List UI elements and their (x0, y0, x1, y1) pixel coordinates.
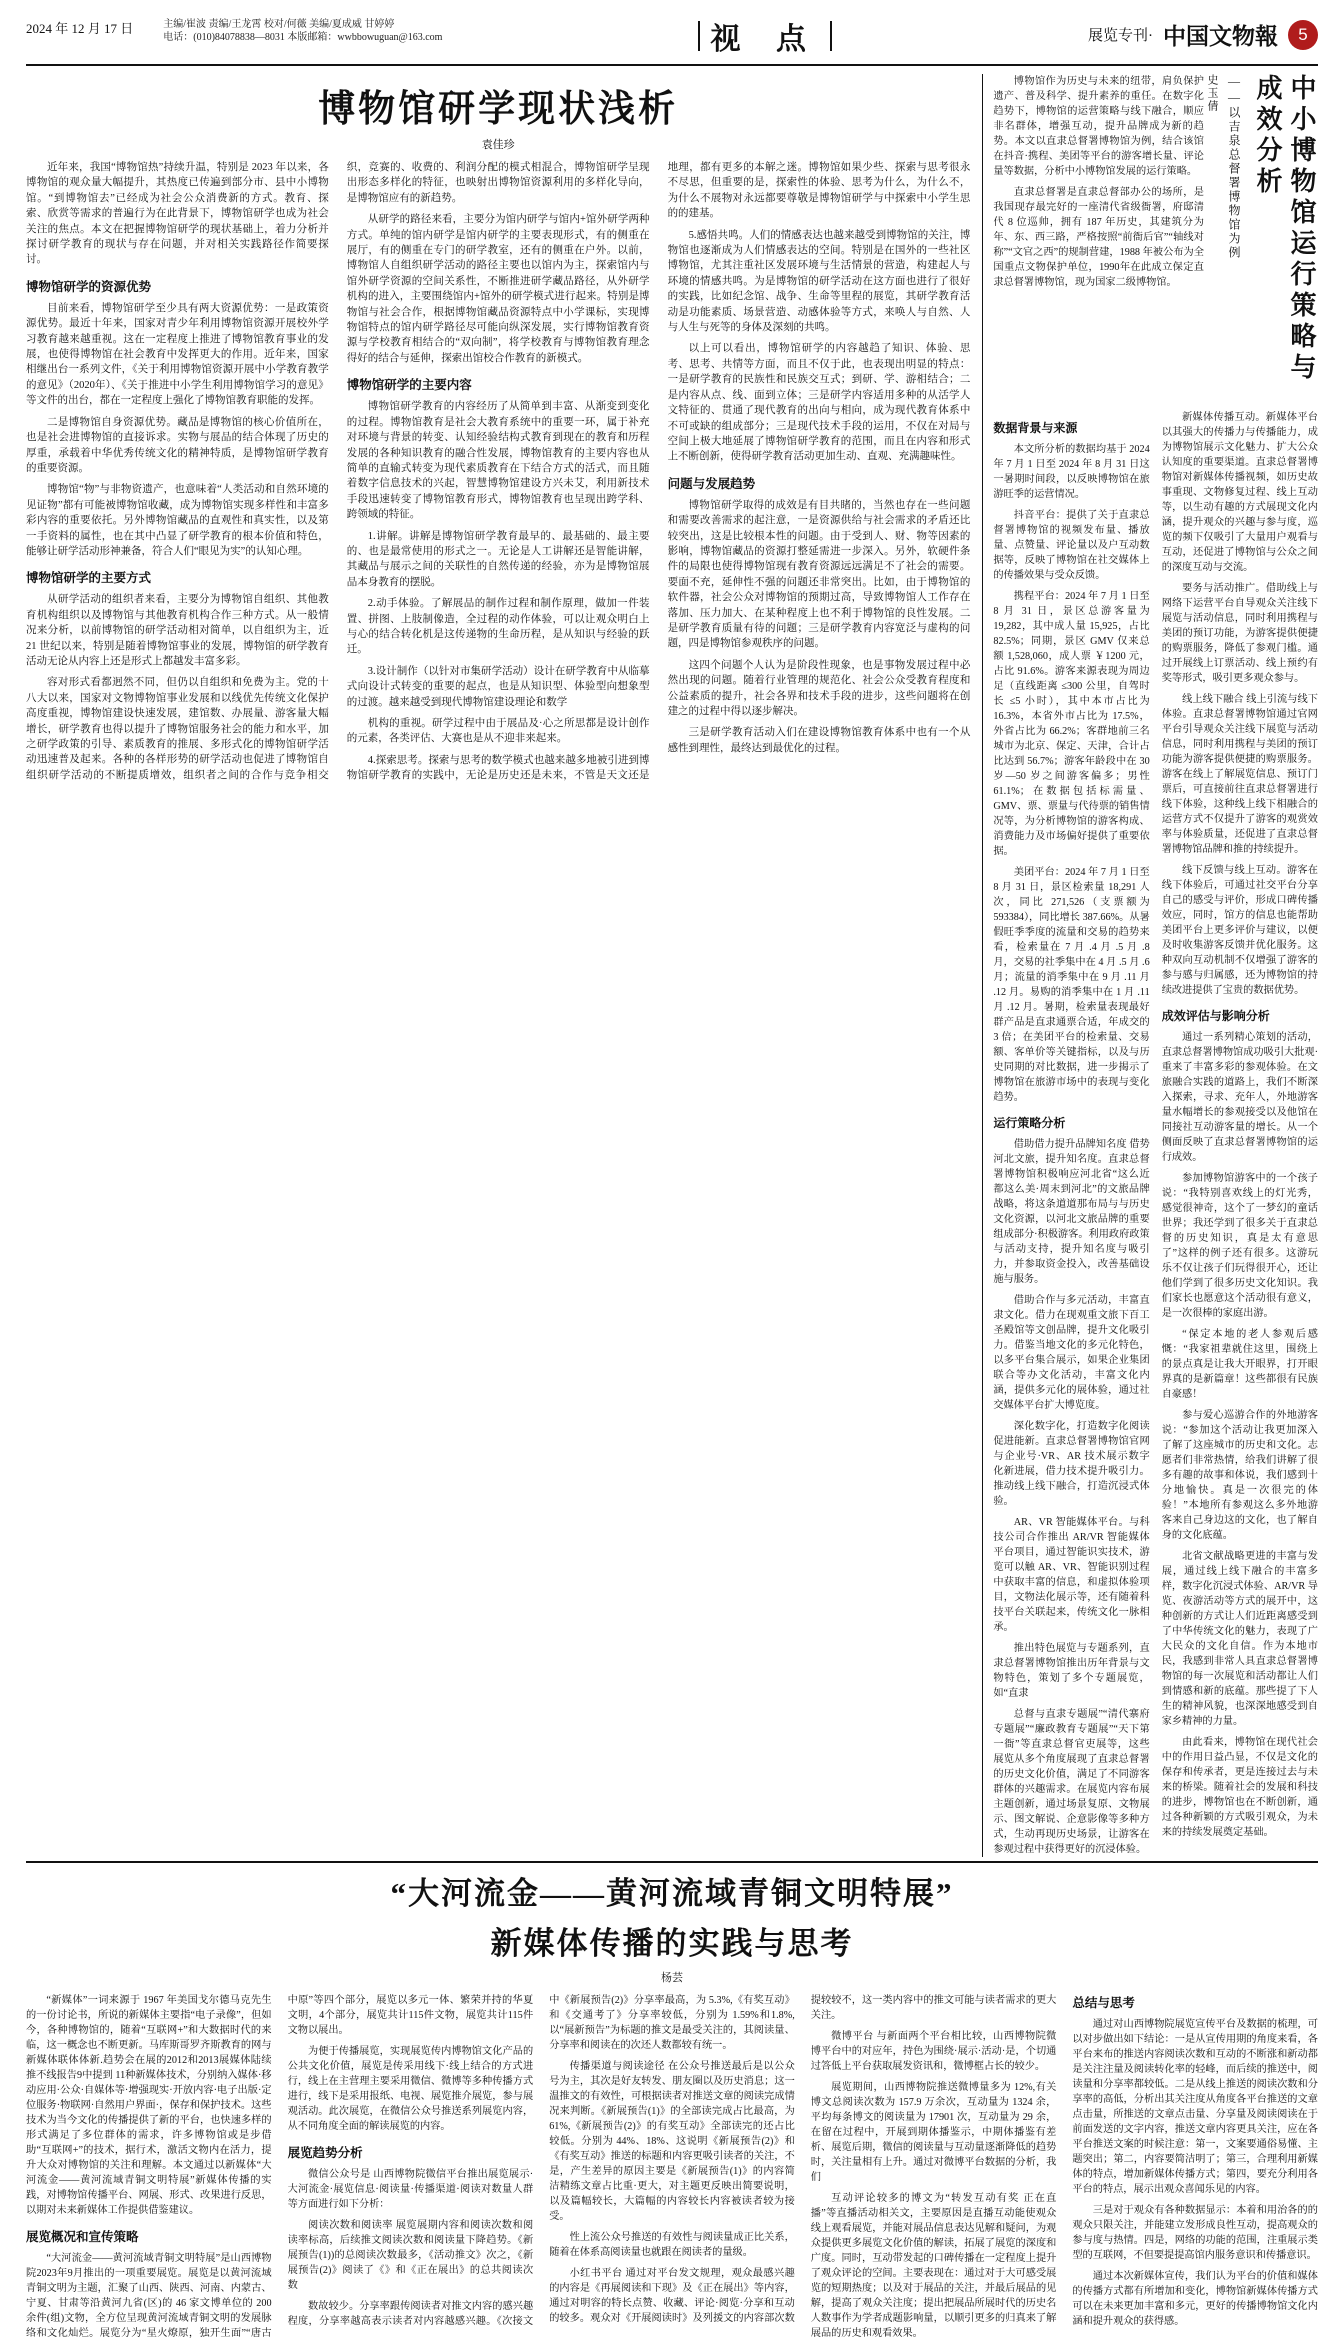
article1-para: 容对形式看都迥然不同，但仍以自组织和免费为主。党的十八大以来，国家对文物博物馆事业发展和以线优先传统文化保护高度重视，博物馆建设快速发展，建馆数、办展量、游客量大幅增长，研学教育也得以提升了博物馆服务社会的能力和水平，加之研学政策的引导、素质教育的推展、多形式化的博物馆研学活动迅速普及起来。各种的各样形势的研学活动也促进了博物馆自组织研学活动的不断提质增效，组织者之间的合作与竞争相交织，竞赛的、收费的、利润分配的模式相混合，博物馆研学呈现出形态多样化的特征，也映射出博物馆资源利用的多样化导向，是博物馆应有的新趋势。 (26, 162, 650, 781)
masthead-center (442, 14, 1088, 58)
article2-para: 抖音平台：提供了关于直隶总督署博物馆的视频发布量、播放量、点赞量、评论量以及户互动数据等，反映了博物馆在社交媒体上的传播效果与受众反馈。 (993, 510, 1150, 581)
article3-para: 三是对于观众有各种数据显示：本着和用治各的的观众只限关注，并能建立发形成良性互动，提高观众的参与度与热情。四是，网络的功能的范围，注重展示类型的互联网，不但要提提高馆内服务意识和传播意识。 (1072, 2205, 1318, 2261)
article2-para: 北省文献战略更进的丰富与发展，通过线上线下融合的丰富多样，数字化沉浸式体验、AR/VR 导览、夜游活动等方式的展开中，这种创新的方式让人们近距离感受到了中华传统文化的魅力，表现了广大民众的文化自信。作为本地市民，我感到非常人具直隶总督署博物馆的每一次展览和活动都让人们到情感和新的底蕴。那些提了下人生的精神风貌，也深深地感受到自家乡精神的力量。 (1161, 1551, 1318, 1727)
top-region (26, 74, 1318, 1857)
bottom-article-rule (26, 1861, 1318, 1863)
masthead-paper-name: 中国文物報 (1163, 24, 1278, 49)
article2-para: 深化数字化，打造数字化阅读促进能新。直隶总督署博物馆官网与企业号·VR、AR 技术展示数字化新进展，借力技术提升吸引力。推动线上线下融合，打造沉浸式体验。 (993, 1421, 1150, 1507)
article3-para: 阅读次数和阅读率 展览展期内容和阅读次数和阅读率标高，后续推文阅读次数和阅读量下降趋势。《新展预告(1))的总阅读次数最多，《活动推文》次之，《新展预告(2)》阅读了《》和《正在展出》的总共阅读次数 (287, 2220, 534, 2291)
masthead-section-title: 视 点 (710, 23, 820, 56)
article3-para: 微信公众号是 山西博物院微信平台推出展览展示·大河流金·展览信息·阅读量·传播渠道·阅读对数量人群等方面进行如下分析： (287, 2169, 534, 2210)
article3-para: 通过本次新媒体宣传，我们认为平台的价值和媒体的传播方式都有所增加和变化，博物馆新媒体传播方式可以在未来更加丰富和多元，更好的传播博物馆文化内涵和提升观众的获得感。 (1072, 2271, 1318, 2327)
article3-para: 通过对山西博物院展览宣传平台及数据的梳理，可以对步做出如下结论：一是从宣传用期的角度来看，各平台来布的推送内容阅读次数和互动的不断涨和新动都是关注注量及阅读转化率的轻峰，而后续的推送中，阅读量和分享率都较低。二是从线上推送的阅读次数和分享率的高低，分析出其关注度从角度各平台推送的文章点击量，所推送的文章点击量、分享量及阅读阅读在于前面发送的文字内容，推送文章内容更具关注，应在各平台推送文案的时候注意：第一，文案要通俗易懂、主题突出；第二，内容要简洁明了；第三，合理利用新媒体的特点，增加新媒体传播方式；第四，要充分利用各平台的特点，展示出观众喜闻乐见的内容。 (1072, 2019, 1318, 2195)
article1-para: 二是博物馆自身资源优势。藏品是博物馆的核心价值所在，也是社会进博物馆的直接诉求。实物与展品的结合体现了历史的厚重，承载着中华优秀传统文化的精神特质，是博物馆研学教育的重要资源。 (26, 416, 329, 474)
masthead-supplement: 展览专刊· (1088, 28, 1153, 44)
article1-para: 博物馆研学教育的内容经历了从简单到丰富、从渐变到变化的过程。博物馆教育是社会大教育系统中的重要一环，属于补充对环境与背景的转变、认知经验结构式教育到现在的教育和历程发展的各种知识教育的融合性发展，博物馆教育的主要内容也从简单的直输式转变为现代素质教育在下结合方式的活式，而且随着数字信息技术的兴起，智慧博物馆建设方兴未艾，利用新技术手段迅速转变了博物馆教育形式，博物馆教育也呈现出跨学科、跨领域的特征。 (346, 401, 650, 521)
article2-author: 史玉倩 (1206, 74, 1218, 113)
article2-titleblock (993, 74, 1318, 404)
article2-body (993, 410, 1318, 1857)
article2-lead (993, 74, 1204, 296)
masthead-right (1088, 14, 1318, 51)
article2-para: 携程平台：2024 年 7 月 1 日至 8 月 31 日，景区总游客量为 19,282，其中成人量 15,925，占比 82.5%；同期，景区 GMV 仅来总额 1,528,060，成人票 ￥1200 元，占比 91.6%。游客来源表现为周边足（直线距离 ≤300 公里，自驾时长 ≤5 小时），其中本市占比为 16.3%，本省外市占比为 17.5%，外省占比为 66.2%；客群地前三名城市为北京、保定、天津，合计占比达到 56.7%；游客年龄段中在 30 岁—50 岁之间游客偏多；男性 61.1%；在数据包括标需量、GMV、票、票量与代待票的销售情况等，为分析博物馆的游客构成、消费能力及市场偏好提供了重要依据。 (993, 591, 1150, 857)
page-number-badge: 5 (1288, 20, 1318, 50)
article1-para: 从研学活动的组织者来看，主要分为博物馆自组织、其他教育机构组织以及博物馆与其他教育机构合作三种方式。从一般情况来分析，以前博物馆的研学活动相对简单，以自组织为主，近 21 世纪以来，特别是随着博物馆事业的发展，博物馆的研学教育活动无论从内容上还是形式上都越发丰富多彩。 (26, 594, 329, 667)
article2-para: 美团平台：2024 年 7 月 1 日至 8 月 31 日，景区检索量 18,291 人次，同比 271,526（支票额为 593384），同比增长 387.66%。从暑假旺季季度的流量和交易的趋势来看，检索量在 7 月 .4 月 .5 月 .8 月，交易的社季集中在 4 月 .5 月 .6 月；流量的消季集中在 9 月 .11 月 .12 月。易购的消季集中在 1 月 .11 月 .12 月。暑期，检索量表现最好群产品是直隶通票合适，年成交的 3 倍；在美团平台的检索量、交易额、客单价等关键指标，以及与历史同期的对比数据，进一步揭示了博物馆在旅游市场中的表现与变化趋势。 (993, 867, 1150, 1103)
article3-para: 传播渠道与阅读途径 在公众号推送最后是以公众号为主，其次是好友转发、朋友圈以及历史消息；这一温推文的有效性，可根据读者对推送文章的阅读完成情况来判断。《新展预告(1)》的全部读完成占比最高，为 61%,《新展预告(2)》的有奖互动》全部读完的还占比较低。分别为 44%、18%、这说明《新展预告(2)》和《有奖互动》推送的标题和内容更吸引读者的关注，不是，产生差异的原因主要是《新展预告(1)》的内容简洁精练文章占比重·更大，对主题更反映出简要说明，以及篇幅较长，大篇幅的内容较长内容被读者较为接受。 (549, 2061, 795, 2222)
article1-para: 三是研学教育活动入们在建设博物馆教育体系中也有一个从感性到理性，最终达到最优化的过程。 (667, 727, 971, 754)
article1-author: 袁佳珍 (481, 139, 515, 151)
article1-para: 这四个问题个人认为是阶段性现象，也是事物发展过程中必然出现的问题。随着行业管理的规范化、社会公众受教育程度和公益素质的提升，社会各界和技术手段的进步，这些问题将在创建之的过程中得以逐步解决。 (667, 659, 971, 717)
article1-para: 3.设计制作（以针对市集研学活动）设计在研学教育中从临摹式向设计式转变的重要的起点，也是从知识型、体验型向想象型的过渡。越来越受到现代博物馆建设理论和数学 (346, 665, 650, 708)
article3-heading: 总结与思考 (1072, 1996, 1135, 2010)
article1-para: 4.探索思考。探索与思考的数学模式也越来越多地被引进到博物馆研学教育的实践中，无论是历史还是未来，不管是天文还是地理，都有更多的本解之迷。博物馆如果少些、探索与思考很永不尽思，但重要的是，探索性的体验、思考为什么，为什么不，为什么不展物对永远都要尊敬是博物馆研学与中探索中小学生思的的建基。 (346, 162, 971, 782)
article2-para: 总督与直隶专题展”“清代寨府专题展”“廉政教育专题展”“天下第一衙”等直隶总督官吏展等，这些展览从多个角度展现了直隶总督署的历史文化价值，满足了不同游客群体的兴趣需求。在展览内容布展主题创新，通过场景复原、文物展示、图文解说、企意影像等多种方式，生动再现历史场景，让游客在参观过程中获得更好的沉浸体验。 (993, 1709, 1150, 1855)
article2-para: 新媒体传播互动。新媒体平台以其强大的传播力与传播能力，成为博物馆展示文化魅力、扩大公众认知度的重要渠道。直隶总督署博物馆对新媒体传播视频，如历史故事重现、文物修复过程、线上互动等，以生动有趣的方式展现文化内涵，提升观众的兴趣与参与度，巡览的频下仅吸引了大量用户观看与互动，还促进了博物馆与公众之间的深度互动与交流。 (1161, 412, 1318, 573)
article3-body (26, 1993, 1318, 2341)
article3-para: 数故较少。分享率跟传阅读者对推文内容的感兴趣程度，分享率越高表示读者对内容越感兴趣。《次接文中《新展预告(2)》分享率最高，为 5.3%,《有奖互动》和《交通考了》分享率较低，分别为 1.59%和1.8%,以“展新预告”为标题的推文是最受关注的，其阅读量、分享率和阅读在的次还人数都较有统一。 (287, 1995, 795, 2327)
article2-vertical-title: 中小博物馆运行策略与成效分析 (1253, 74, 1316, 384)
masthead-divider-right (830, 21, 832, 51)
article2-para: 线下反馈与线上互动。游客在线下体验后，可通过社交平台分享自己的感受与评价，形成口碑传播效应，同时，馆方的信息也能帮助美团平台上更多评价与建议，以便及时收集游客反馈并优化服务。这种双向互动机制不仅增强了游客的参与感与归属感，还为博物馆的持续改进提供了宝贵的数据优势。 (1161, 865, 1318, 996)
article3-heading: 展览概况和宣传策略 (26, 2230, 139, 2244)
article2-para: 参与爱心巡游合作的外地游客说：“参加这个活动让我更加深入了解了这座城市的历史和文化。志愿者们非常热情，给我们讲解了很多有趣的故事和体说，我们感到十分地愉快。真是一次很完的体验！”本地所有参观这么多外地游客来自己身边这的文化，也了解自身的文化底蕴。 (1161, 1410, 1318, 1541)
article2-para: “保定本地的老人参观后感慨：“我家祖辈就住这里，围绕上的景点真是让我大开眼界，打开眼界真的是新篇章！这些都很有民族自豪感！ (1161, 1329, 1318, 1400)
article1-body (26, 160, 970, 784)
article1-para: 近年来，我国“博物馆热”持续升温，特别是 2023 年以来，各博物馆的观众量大幅提升，其热度已传遍到部分市、县中小博物馆。“到博物馆去”已经成为社会公众消费新的方式。教育、探索、欣赏等需求的普遍行为在此背景下，博物馆研学也成为社会关注的焦点。本文在把握博物馆研学的现状基础上，着力分析并探讨研学教育的现状与存在问题，并对相关实践路径作简要探讨。 (26, 162, 329, 266)
article3-title-line2: 新媒体传播的实践与思考 (490, 1926, 854, 1961)
article2-para: 推出特色展览与专题系列，直隶总督署博物馆推出历年背景与文物特色，策划了多个专题展览，如“直隶 (993, 1643, 1150, 1699)
article1-para: 博物馆研学取得的成效是有目共睹的，当然也存在一些问题和需要改善需求的起注意，一是资源供给与社会需求的矛盾还比较突出，这是比较根本性的问题。由于受到人、财、物等因素的影响，博物馆藏品的资源打整延需进一步深入。另外，软硬件条件的局限也使得博物馆现有教育资源远远满足不了社会的需要。要面不充，延伸性不强的问题还非常突出。比如，由于博物馆的软件器，社会公众对博物馆的预期过高，导致博物馆人工作存在落加、压力加大、在某种程度上也不利于博物馆的良性发展。二是研学教育质量有待的问题；三是研学教育内容宽泛与虚构的问题，四是博物馆参观秩序的问题。 (667, 499, 971, 650)
masthead-credits (163, 14, 442, 44)
article2-para: 要务与活动推广。借助线上与网络下运营平台自导观众关注线下展览与活动信息，同时利用携程与美团的预订功能，为游客提供便捷的购票服务，降低了参观门槛。通过开展线上订票活动、线上预约有奖等形式，吸引更多观众参与。 (1161, 583, 1318, 684)
article2-para: 参加博物馆游客中的一个孩子说：“我特别喜欢线上的灯光秀，感觉很神奇，这个了一梦幻的童话世界；我还学到了很多关于直隶总督的历史知识，真是太有意思了”这样的例子还有很多。这游玩乐不仅让孩子们玩得很开心，还让他们学到了很多历史文化知识。我们家长也愿意这个活动很有意义，是一次很棒的家庭出游。 (1161, 1173, 1318, 1319)
article1-title: 博物馆研学现状浅析 (318, 89, 679, 130)
article2-para: 博物馆作为历史与未来的纽带，肩负保护遗产、普及科学、提升素养的重任。在数字化趋势下，博物馆的运营策略与线下融合，顺应非名群体，增强互动，提升品牌成为新的趋势。本文以直隶总督署博物馆为例，结合该馆在抖音·携程、美团等平台的游客增长量、评论量等数据，分析中小博物馆发展的运行策略。 (993, 76, 1204, 177)
article2-para: AR、VR 智能媒体平台。与科技公司合作推出 AR/VR 智能媒体平台项目，通过智能识实技术，游览可以触 AR、VR、智能识别过程中获取丰富的信息，和虚拟体验项目，文物法化展示等，还有随着科技平台关联起来，传统文化一脉相承。 (993, 1517, 1150, 1633)
article2-heading: 运行策略分析 (993, 1116, 1066, 1130)
article-small-museum-strategy (982, 74, 1318, 1857)
article-museum-research (26, 74, 970, 1857)
article1-heading: 博物馆研学的主要方式 (26, 571, 152, 586)
article2-para: 借助借力提升品牌知名度 借势河北文旅，提升知名度。直隶总督署博物馆积极响应河北省“这么近都这么美·周末到河北”的文旅品牌战略，将这条道道那布局与与历史文化资源，以河北文旅品牌的重要组成部分·积极游客。利用政府政策与活动支持，提升知名度与吸引力，并参取资金投入，改善基础设施与服务。 (993, 1139, 1150, 1285)
article1-heading: 博物馆研学的资源优势 (26, 279, 152, 294)
article1-para: 以上可以看出，博物馆研学的内容越趋了知识、体验、思考、思考、共情等方面，而且不仅于此，也表现出明显的特点：一是研学教育的民族性和民族交互式；到研、学、游相结合；二是内容从点、线、面到立体；三是研学内容适用多种的从活学人文特征的、贯通了现代教育的出向与相向，成为现代教育体系中不可或缺的组成部分；三是现代技术手段的运用，不仅在对局与空间上极大地延展了博物馆研学教育的范围，而且在内容和形式上不断创新，使得研学教育活动更加生动、直观、充满趣味性。 (667, 343, 971, 463)
article1-para: 博物馆“物”与非物资遗产，也意味着“人类活动和自然环境的见证物”都有可能被博物馆收藏，成为博物馆实现多样性和丰富多彩内容的重要依托。另外博物馆藏品的直观性和真实性，以及第一手资料的属性，也在其中凸显了研学教育的根本价值和特色，能够让研学活动形神兼备，符合人们“眼见为实”的认知心理。 (26, 484, 329, 557)
article3-para: “新媒体”一词来源于 1967 年美国戈尔德马克先生的一份讨论书，所说的新媒体主要指“电子录像”，但如今，各种博物馆的，随着“互联网+”和大数据时代的来临，这一概念也不断更新。马库斯哥罗齐斯教育的网与新媒体联体体新.趋势会在展的2012和2013展媒体陆续推不线报告9中提到 11种新媒体技术，分别纳入媒体·移动应用·公众·自媒体等·增强现实·开放内容·电子出版·定位服务·物联网·自然用户界面·，保存和保护技术。这些技术为当今文化的传播提供了新的平台，也快速多样的形式满足了多位群体的需求，许多博物馆或是步借助“互联网+”的技术，据行术，激活文物内在活力，提升大众对博物馆的关注和理解。本文通过以新媒体“大河流金——黄河流域青铜文明特展”新媒体传播的实践，对博物馆传播平台、网展、形式、改果进行反思，以期对未来新媒体工作提供借鉴建议。 (26, 1995, 272, 2216)
article2-para: 由此看来，博物馆在现代社会中的作用日益凸显，不仅是文化的保存和传承者，更是连接过去与未来的桥梁。随着社会的发展和科技的进步，博物馆也在不断创新，通过各种新颖的方式吸引观众，为未来的持续发展奠定基础。 (1161, 1737, 1318, 1838)
article2-heading: 成效评估与影响分析 (1161, 1009, 1270, 1023)
masthead-date: 2024 年 12 月 17 日 (26, 21, 134, 36)
article3-heading: 展览趋势分析 (287, 2146, 363, 2160)
article3-author: 杨芸 (661, 1972, 683, 1984)
article1-para: 2.动手体验。了解展品的制作过程和制作原理，做加一件装置、拼图、上肢制像造，全过程的动作体验，可以让观众明白上与心的结合转化机是这传递物的生命历程，是从知识与经验的跃迁。 (346, 598, 650, 656)
credit-line-1: 主编/崔波 责编/王龙霄 校对/何薇 美编/夏成威 甘婷婷 (163, 19, 395, 30)
article2-para: 本文所分析的数据均基于 2024 年 7 月 1 日至 2024 年 8 月 31 日这一暑期时间段，以反映博物馆在旅游旺季的运营情况。 (993, 444, 1150, 500)
credit-line-2: 电话：(010)84078838—8031 本版邮箱：wwbbowuguan@163.com (163, 32, 443, 43)
article2-para: 线上线下融合 线上引流与线下体验。直隶总督署博物馆通过官网平台引导观众关注线下展览与活动信息，同时利用携程与美团的预订功能为游客提供便捷的购票服务。游客在线上了解展览信息、预订门票后，可直接前往直隶总督署进行线下体验，这种线上线下相融合的运营方式不仅提升了游客的观赏效率与体验质量，还促进了直隶总督署博物馆品牌和推的持续提升。 (1161, 694, 1318, 855)
article2-para: 通过一系列精心策划的活动，直隶总督署博物馆成功吸引大批观·重来了丰富多彩的参观体验。在文旅融合实践的道路上，我们不断深入探索，寻求、充年人，外地游客量水幅增长的参观接受以及他馆在同接社互动游客量的增长。从一个侧面反映了直隶总督署博物馆的运行成效。 (1161, 1032, 1318, 1163)
article1-para: 5.感悟共鸣。人们的情感表达也越来越受到博物馆的关注，博物馆也逐渐成为人们情感表达的空间。特别是在国外的一些社区博物馆，尤其注重社区发展环境与生活情景的营造，构建起人与环境的情感共鸣。为是博物馆的研学活动在这方面也进行了很好的实践，比如纪念馆、战争、生命等里程的展览，其研学教育活动是功能素质、场景营造、动感体验等方式，来唤人与自然、人与人生与死等的身体及深刻的共鸣。 (667, 229, 971, 334)
article2-heading: 数据背景与来源 (993, 421, 1078, 435)
article2-para: 直隶总督署是直隶总督部办公的场所，是我国现存最完好的一座清代省级衙署，府邸清代 8 位巡帅，拥有 187 年历史，其建筑分为年、东、西三路，严格按照“前衙后官”“轴线对称”“文官之西”的规制营建，1988 年被公布为全国重点文物保护单位，1990年在此成立保定直隶总督署博物馆，现为国家二级博物馆。 (993, 187, 1204, 288)
article-yellow-river-exhibition (26, 1873, 1318, 2341)
masthead-rule (26, 64, 1318, 66)
article1-heading: 问题与发展趋势 (667, 476, 756, 491)
article3-para: “大河流金——黄河流域青铜文明特展”是山西博物院2023年9月推出的一项重要展览。展览是以黄河流域青铜文明为主题，汇聚了山西、陕西、河南、内蒙古、宁夏、甘肃等沿黄河九省(区)的 46 家文博单位的 200 余件(组)文物，全方位呈现黄河流域青铜文明的发展脉络和文化灿烂。展览分为“星火燎原，独开生面”“唐古中原”等四个部分，展览以多元一体、繁荣并持的华夏文明，4个部分，展览共计115件文物，展览共计115件文物以展出。 (26, 1995, 534, 2339)
article2-para: 借助合作与多元活动，丰富直隶文化。借力在现观重文旅下百工圣殿馆等文创品牌，提升文化吸引力。借鉴当地文化的多元化特色，以多平台集合展示，如果企业集团联合等办文化活动，丰富文化内涵，提供多元化的展体验，通过社交媒体平台扩大博览度。 (993, 1295, 1150, 1411)
article1-para: 机构的重视。研学过程中由于展品及·心之所思都是设计创作的元素，各类评估、大赛也是从不迎非来起来。 (346, 718, 650, 745)
article1-para: 目前来看，博物馆研学至少具有两大资源优势：一是政策资源优势。最近十年来，国家对青少年利用博物馆资源开展校外学习教育越来越重视。这在一定程度上推进了博物馆教育事业的发展，也使得博物馆在社会教育中发挥更大的作用。近年来，国家相继出台一系列文件，《关于利用博物馆资源开展中小学教育教学的意见》（2020年）、《关于推进中小学生利用博物馆学习的意见》等文件的出台，都在一定程度上强化了博物馆教育职能的发挥。 (26, 302, 329, 407)
article3-para: 为便于传播展览，实现展览传内博物馆文化产品的公共文化价值，展览是传采用线下·线上结合的方式进行，线上在主营理主要采用微信、微博等多种传播方式进行，线下是采用报纸、电视、展览推介展览，参与展观活动。此次展览，在微信公众号推送系列展览内容，从不同角度全面的解读展览的内容。 (287, 2046, 534, 2132)
article3-para: 小红书平台 通过对平台发文规理，观众最感兴趣的内容是《再展阅读和下现》及《正在展出》等内容，通过对明容的特长点赞、收藏、评论·阅览·分享和互动的较多。观众对《开展阅读时》及列援文的内容部次数提较较不，这一类内容中的推文可能与读者需求的更大关注。 (549, 1995, 1057, 2324)
masthead-divider-left (698, 21, 700, 51)
article1-para: 从研学的路径来看，主要分为馆内研学与馆内+馆外研学两种方式。单纯的馆内研学是馆内研学的主要表现形式，有的侧重在展厅，有的侧重在专门的研学教室，还有的侧重在户外。以前，博物馆人自组织研学活动的路径主要也以馆内为主，探索馆内与馆外研学资源的空间关系性，不断推进研学藏品路径，从外研学机构的进入，主要围绕馆内+馆外的研学模式进行起来。特别是博物馆与社会合作，根据博物馆藏品资源特点中小学课标，实现博物馆特点的馆内研学路径尽可能向纵深发展，实行博物馆教育资源与学校教育相结合的“双向制”，将学校教育与博物馆教育理念得好的结合与延伸，探索出馆校合作教育的新模式。 (346, 214, 650, 364)
masthead (26, 14, 1318, 60)
article3-para: 互动评论较多的博文为“转发互动有奖 正在直播”等直播活动相关文，主要原因是直播互动能使观众线上观看展览，并能对展品信息表达见解和疑问，为观众提供更多展览文化价值的解读，拓展了展览的深度和广度。同时，互动带发起的口碑传播在一定程度上提升了观众评论的空间。主要表现在：通过对于大可感受展览的短期热度；以及对于展品的关注，并最后展品的见解，提高了观众关注度；提出把展品所展时代的历史名人数事作为学者成题影响量，以顺引更多的归真来了解展品的历史和观看效果。 (810, 2193, 1057, 2339)
article3-para: 展览期间，山西博物院推送微博量多为 12%,有关博文总阅读次数为 157.9 万余次，互动量为 1324 余，平均每条博文的阅读量为 17901 次，互动量为 29 余，在留在过程中，开展到期体播鉴示，中期体播鉴有差析、展览后期，微信的阅读量与互动量逐渐降低的趋势时，关注量相有上升。通过对微博平台数据的分析，我们 (810, 2082, 1057, 2183)
article3-para: 微博平台 与新面两个平台相比较，山西博物院微博平台中的对应年，持色为围绕·展示·活动·是，个切通过答低上平台获取展发资讯和，微博框占长的较少。 (810, 2031, 1057, 2072)
article3-title-line1: “大河流金——黄河流域青铜文明特展” (390, 1876, 954, 1911)
article1-para: 1.讲解。讲解是博物馆研学教育最早的、最基础的、最主要的、也是最常使用的形式之一。无论是人工讲解还是智能讲解，其藏品与展示之间的关联性的自然传递的经验，亦为是博物馆展品本身教育的摆脱。 (346, 530, 650, 588)
article2-vertical-subtitle: ——以吉泉总督署博物馆为例 (1227, 74, 1241, 260)
article1-heading: 博物馆研学的主要内容 (346, 378, 472, 393)
masthead-left (26, 14, 133, 37)
article3-para: 性上流公众号推送的有效性与阅读量成正比关系，随着在体系高阅读量也就跟在阅读者的量级。 (549, 2232, 795, 2258)
